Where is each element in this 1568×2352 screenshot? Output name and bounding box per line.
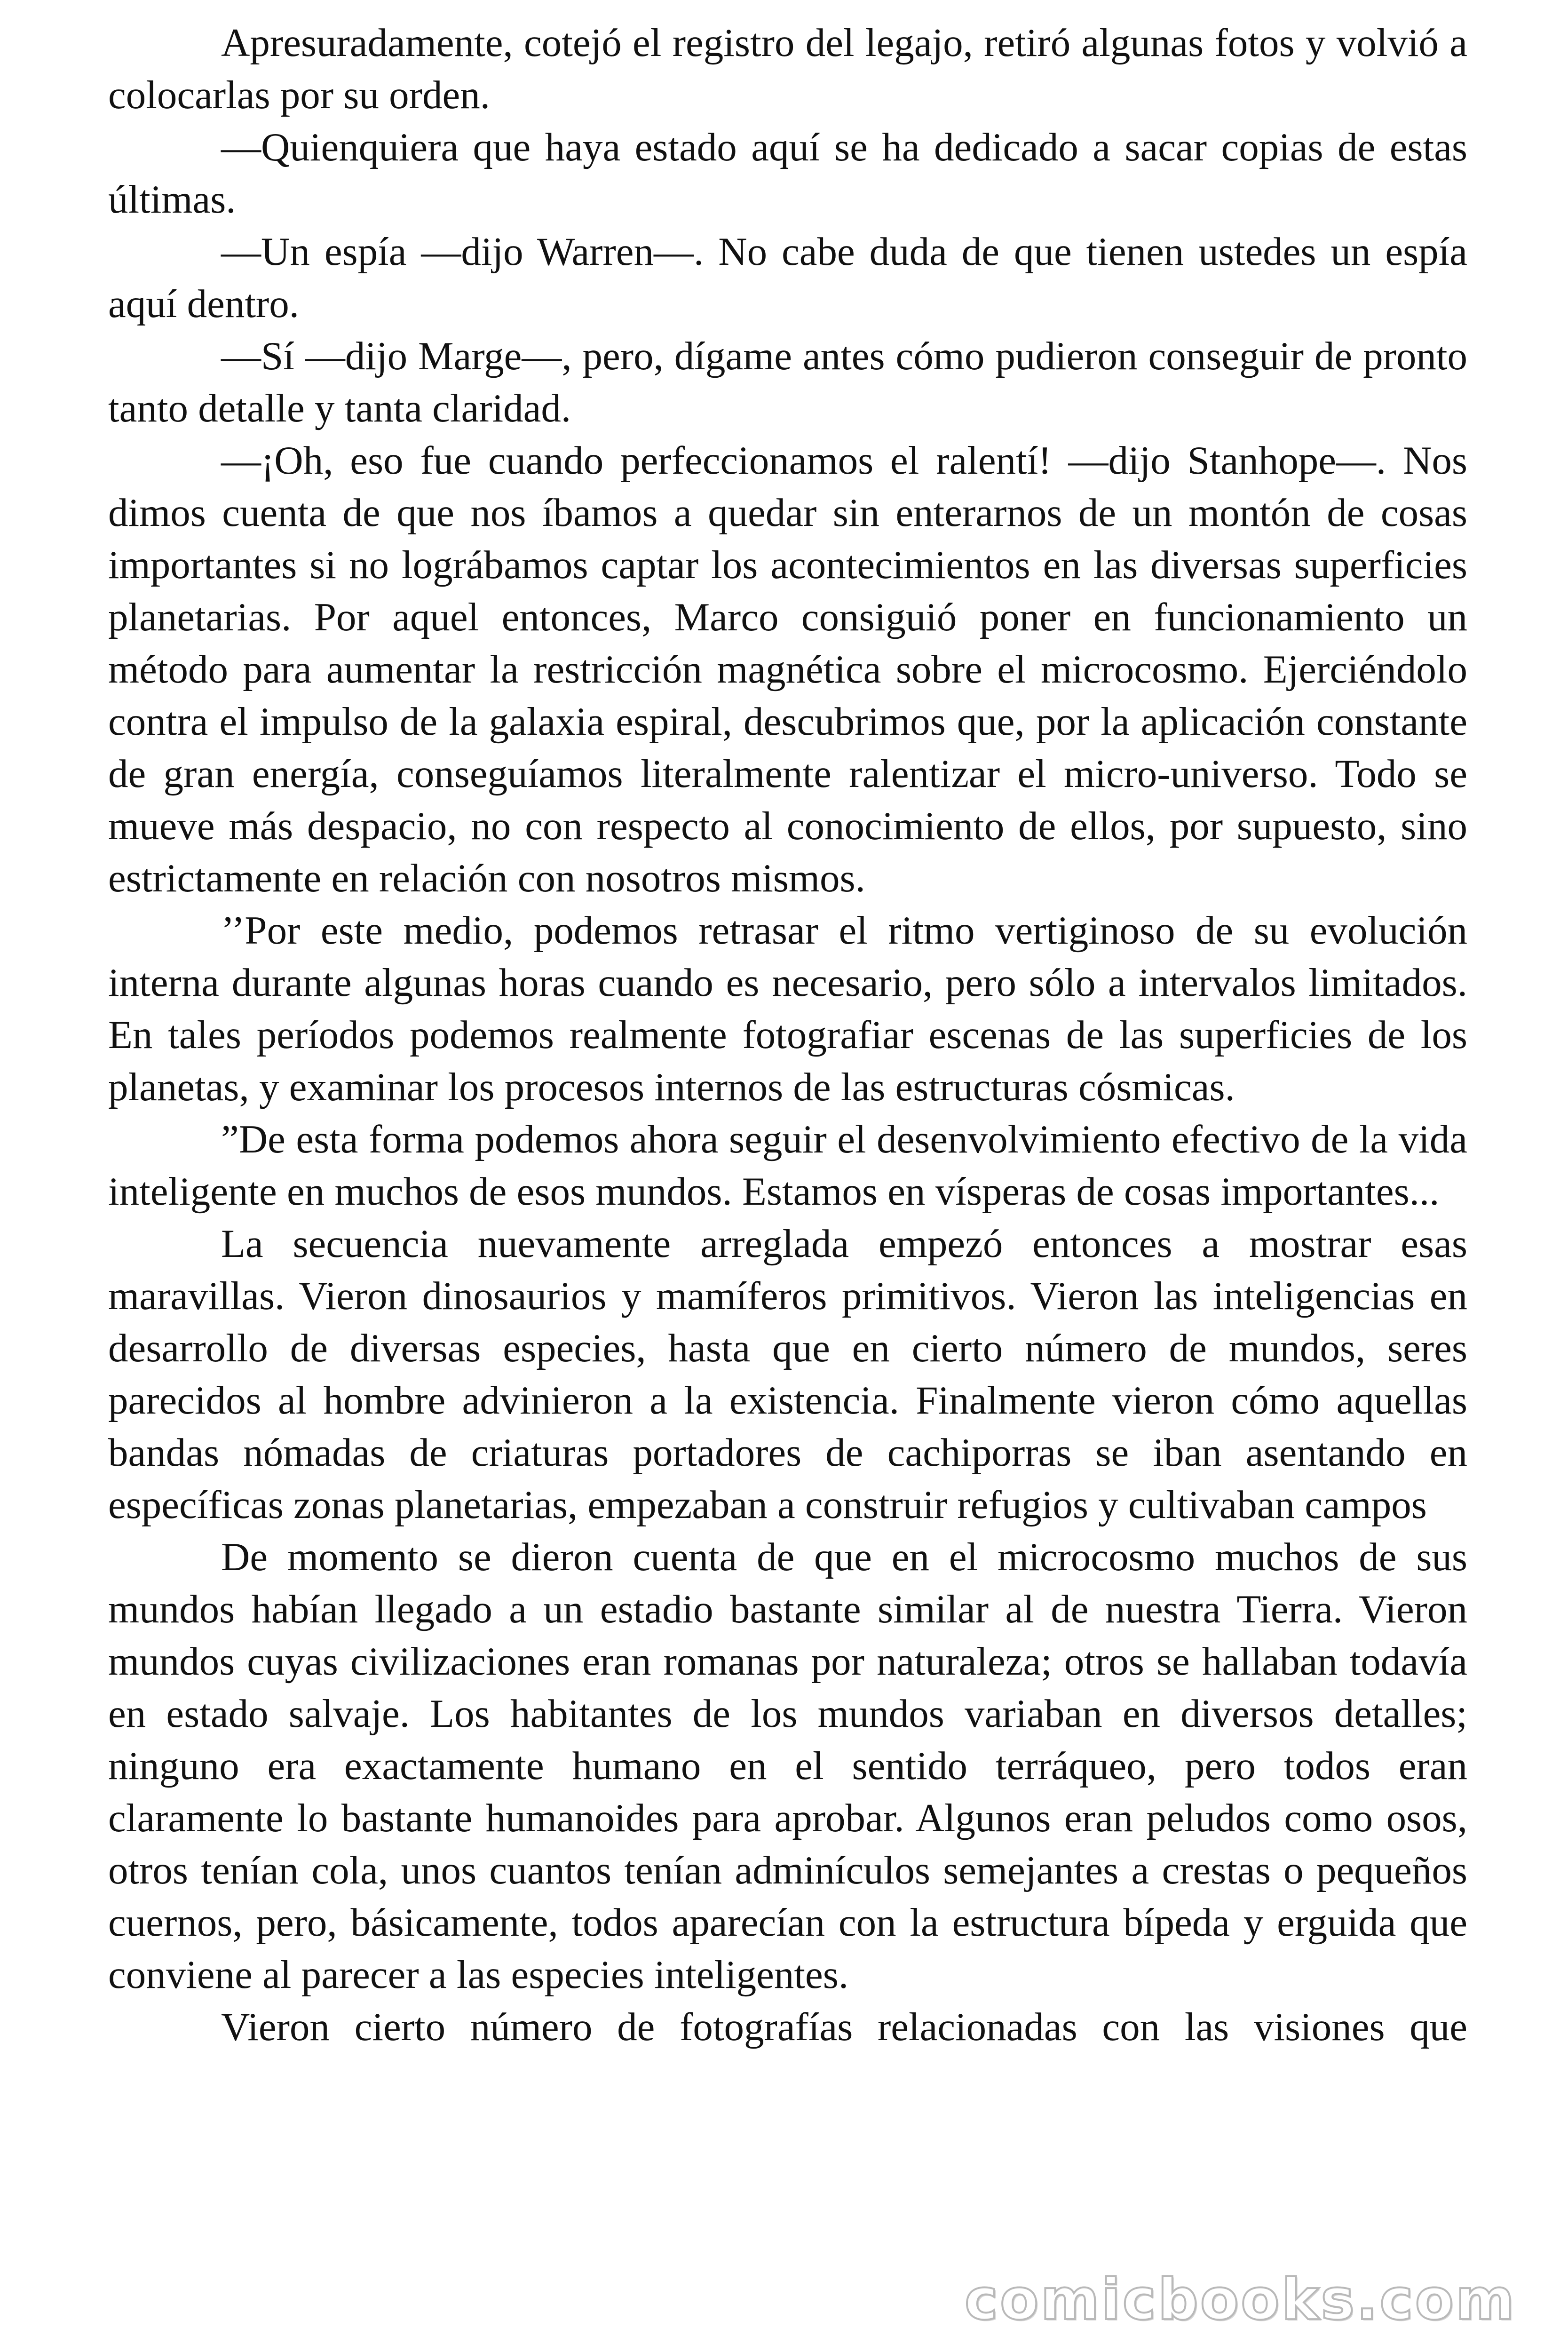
paragraph-4: —Sí —dijo Marge—, pero, dígame antes cómo pudieron conseguir de pronto tanto detalle y tanta claridad. — [108, 334, 1467, 430]
paragraph-8: La secuencia nuevamente arreglada empezó entonces a mostrar esas maravillas. Vieron dinosaurios y mamíferos primitivos. Vieron las inteligencias en desarrollo de diversas especies, hasta que en cierto número de mundos, seres parecidos al hombre advinieron a la existencia. Finalmente vieron cómo aquellas bandas nómadas de criaturas portadores de cachiporras se iban asentando en específicas zonas planetarias, empezaban a construir refugios y cultivaban campos — [108, 1222, 1467, 1527]
paragraph-3: —Un espía —dijo Warren—. No cabe duda de que tienen ustedes un espía aquí dentro. — [108, 230, 1467, 326]
document-page — [108, 17, 1467, 2053]
paragraph-5: —¡Oh, eso fue cuando perfeccionamos el ralentí! —dijo Stanhope—. Nos dimos cuenta de que nos íbamos a quedar sin enterarnos de un montón de cosas importantes si no lográbamos captar los acontecimientos en las diversas superficies planetarias. Por aquel entonces, Marco consiguió poner en funcionamiento un método para aumentar la restricción magnética sobre el microcosmo. Ejerciéndolo contra el impulso de la galaxia espiral, descubrimos que, por la aplicación constante de gran energía, conseguíamos literalmente ralentizar el micro-universo. Todo se mueve más despacio, no con respecto al conocimiento de ellos, por supuesto, sino estrictamente en relación con nosotros mismos. — [108, 438, 1467, 900]
paragraph-7: ”De esta forma podemos ahora seguir el desenvolvimiento efectivo de la vida inteligente en muchos de esos mundos. Estamos en vísperas de cosas importantes... — [108, 1117, 1467, 1214]
paragraph-2: —Quienquiera que haya estado aquí se ha dedicado a sacar copias de estas últimas. — [108, 125, 1467, 222]
paragraph-9: De momento se dieron cuenta de que en el microcosmo muchos de sus mundos habían llegado a un estadio bastante similar al de nuestra Tierra. Vieron mundos cuyas civilizaciones eran romanas por naturaleza; otros se hallaban todavía en estado salvaje. Los habitantes de los mundos variaban en diversos detalles; ninguno era exactamente humano en el sentido terráqueo, pero todos eran claramente lo bastante humanoides para aprobar. Algunos eran peludos como osos, otros tenían cola, unos cuantos tenían adminículos semejantes a crestas o pequeños cuernos, pero, básicamente, todos aparecían con la estructura bípeda y erguida que conviene al parecer a las especies inteligentes. — [108, 1535, 1467, 1997]
watermark-logo: comicbooks.com — [964, 2267, 1516, 2333]
paragraph-10: Vieron cierto número de fotografías relacionadas con las visiones que — [221, 2005, 1467, 2049]
paragraph-1: Apresuradamente, cotejó el registro del legajo, retiró algunas fotos y volvió a colocarlas por su orden. — [108, 21, 1467, 117]
paragraph-6: ’’Por este medio, podemos retrasar el ritmo vertiginoso de su evolución interna durante algunas horas cuando es necesario, pero sólo a intervalos limitados. En tales períodos podemos realmente fotografiar escenas de las superficies de los planetas, y examinar los procesos internos de las estructuras cósmicas. — [108, 908, 1467, 1109]
